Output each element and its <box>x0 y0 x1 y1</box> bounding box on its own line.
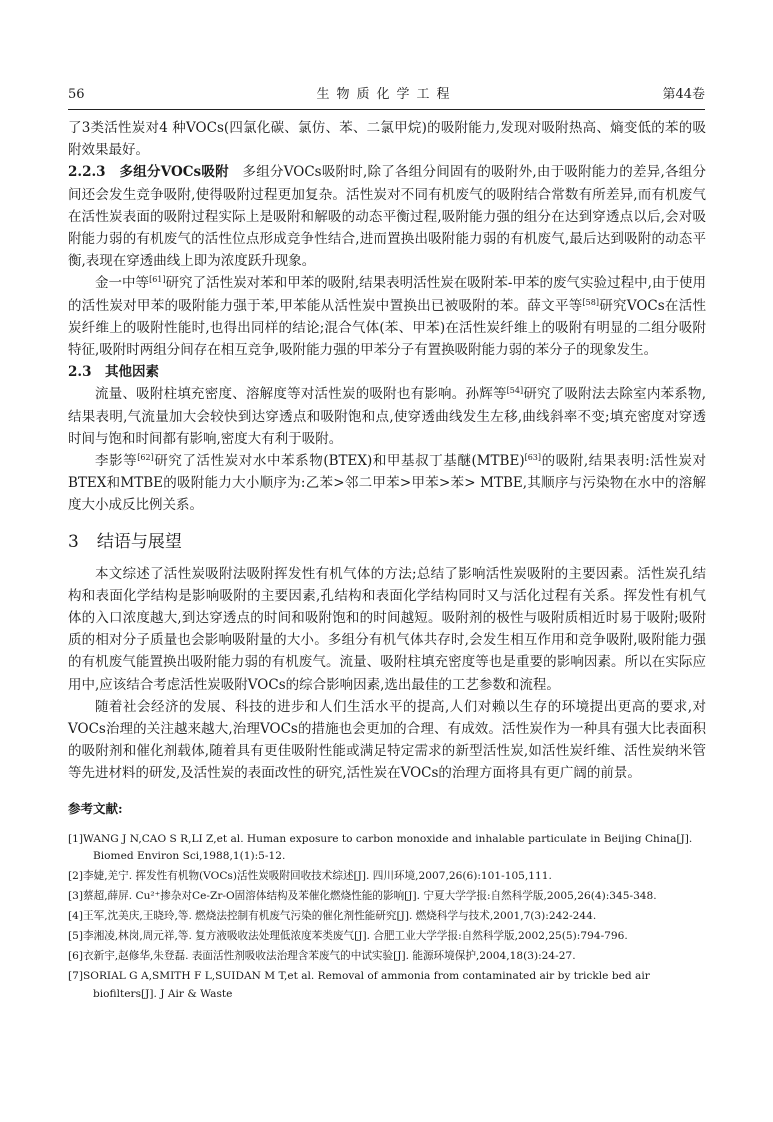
page-number: 56 <box>68 87 85 102</box>
section-heading-3 <box>68 527 706 557</box>
paragraph-jin <box>68 272 706 361</box>
paragraph-continuation: 了3类活性炭对4 种VOCs(四氯化碳、氯仿、苯、二氯甲烷)的吸附能力,发现对吸附热高、熵变低的苯的吸附效果最好。 <box>68 120 706 159</box>
reference-item: [6]衣新宇,赵修华,朱登磊. 表面活性剂吸收法治理含苯废气的中试实验[J]. 能源环境保护,2004,18(3):24-27. <box>68 950 576 963</box>
section-title: 结语与展望 <box>96 531 182 552</box>
paragraph-li-ying <box>68 450 706 517</box>
reference-item: [7]SORIAL G A,SMITH F L,SUIDAN M T,et al. Removal of ammonia from contaminated air by trickle bed air biofilters[J]. J Air & Waste <box>68 970 650 1000</box>
text-run: 研究了吸附法去除室内苯系物,结果表明,气流量加大会较快到达穿透点和吸附饱和点,使穿透曲线发生左移,曲线斜率不变;填充密度对穿透时间与饱和时间都有影响,密度大有利于吸附。 <box>68 386 706 447</box>
subsection-heading-2-2-3: 2.2.3 多组分VOCs吸附 <box>68 164 229 181</box>
citation: [62] <box>137 453 154 463</box>
volume-label: 第44卷 <box>662 87 705 102</box>
text-run: 研究了活性炭对水中苯系物(BTEX)和甲基叔丁基醚(MTBE) <box>153 453 525 470</box>
citation: [58] <box>582 297 599 307</box>
header-rule <box>68 109 705 110</box>
citation: [54] <box>506 386 524 396</box>
reference-item: [1]WANG J N,CAO S R,LI Z,et al. Human exposure to carbon monoxide and inhalable particulate in Beijing China[J]. Biomed Environ Sci,1988,1(1):5-12. <box>68 832 693 863</box>
citation: [63] <box>524 453 542 463</box>
reference-item: [2]李婕,羌宁. 挥发性有机物(VOCs)活性炭吸附回收技术综述[J]. 四川环境,2007,26(6):101-105,111. <box>68 870 552 883</box>
reference-item: [4]王军,沈美庆,王晓玲,等. 燃烧法控制有机废气污染的催化剂性能研究[J]. 燃烧科学与技术,2001,7(3):242-244. <box>68 910 597 923</box>
subsection-text-2-2-3: 多组分VOCs吸附时,除了各组分间固有的吸附外,由于吸附能力的差异,各组分间还会发生竞争吸附,使得吸附过程更加复杂。活性炭对不同有机废气的吸附结合常数有所差异,而有机废气在活性炭表面的吸附过程实际上是吸附和解吸的动态平衡过程,吸附能力强的组分在达到穿透点以后,会对吸附能力弱的有机废气的活性位点形成竞争性结合,进而置换出吸附能力弱的有机废气,最后达到吸附的动态平衡,表现在穿透曲线上即为浓度跃升现象。 <box>68 164 707 270</box>
text-run: 李影等 <box>95 453 138 470</box>
reference-item: [5]李湘凌,林岗,周元祥,等. 复方液吸收法处理低浓度苯类废气[J]. 合肥工业大学学报:自然科学版,2002,25(5):794-796. <box>68 930 628 943</box>
journal-title: 生物质化学工程 <box>316 87 457 102</box>
section-number: 3 <box>68 531 79 552</box>
text-run: 研究了活性炭对苯和甲苯的吸附,结果表明活性炭在吸附苯-甲苯的废气实验过程中,由于使用的活性炭对甲苯的吸附能力强于苯,甲苯能从活性炭中置换出已被吸附的苯。薛文平等 <box>68 275 707 314</box>
citation: [61] <box>149 275 166 285</box>
paragraph-other-factors <box>68 383 706 450</box>
reference-list <box>68 831 706 1004</box>
text-run: 的吸附,结果表明:活性炭对BTEX和MTBE的吸附能力大小顺序为:乙苯>邻二甲苯>甲苯>苯> MTBE,其顺序与污染物在水中的溶解度大小成反比例关系。 <box>68 453 706 514</box>
paragraph-conclusion-1: 本文综述了活性炭吸附法吸附挥发性有机气体的方法;总结了影响活性炭吸附的主要因素。活性炭孔结构和表面化学结构是影响吸附的主要因素,孔结构和表面化学结构同时又与活化过程有关系。挥发性有机气体的入口浓度越大,到达穿透点的时间和吸附饱和的时间越短。吸附剂的极性与吸附质相近时易于吸附;吸附质的相对分子质量也会影响吸附量的大小。多组分有机气体共存时,会发生相互作用和竞争吸附,吸附能力强的有机废气能置换出吸附能力弱的有机废气。流量、吸附柱填充密度等也是重要的影响因素。所以在实际应用中,应该结合考虑活性炭吸附VOCs的综合影响因素,选出最佳的工艺参数和流程。 <box>68 565 706 693</box>
section-2-2-3 <box>68 161 706 272</box>
subsection-heading-2-3: 2.3 其他因素 <box>68 364 159 381</box>
article-body <box>68 117 706 1006</box>
references-title: 参考文献: <box>68 800 123 816</box>
text-run: 研究VOCs在活性炭纤维上的吸附性能时,也得出同样的结论;混合气体(苯、甲苯)在活性炭纤维上的吸附有明显的二组分吸附特征,吸附时两组分间存在相互竞争,吸附能力强的甲苯分子有置换吸附能力弱的苯分子的现象发生。 <box>68 297 707 359</box>
paragraph-conclusion-2: 随着社会经济的发展、科技的进步和人们生活水平的提高,人们对赖以生存的环境提出更高的要求,对VOCs治理的关注越来越大,治理VOCs的措施也会更加的合理、有成效。活性炭作为一种具有强大比表面积的吸附剂和催化剂载体,随着具有更佳吸附性能或满足特定需求的新型活性炭,如活性炭纤维、活性炭纳米管等先进材料的研发,及活性炭的表面改性的研究,活性炭在VOCs的治理方面将具有更广阔的前景。 <box>68 698 706 782</box>
reference-item: [3]蔡超,薛屏. Cu²⁺掺杂对Ce-Zr-O固溶体结构及苯催化燃烧性能的影响[J]. 宁夏大学学报:自然科学版,2005,26(4):345-348. <box>68 890 657 903</box>
page-header <box>68 84 705 106</box>
text-run: 金一中等 <box>95 275 150 292</box>
text-run: 流量、吸附柱填充密度、溶解度等对活性炭的吸附也有影响。孙辉等 <box>95 386 507 403</box>
